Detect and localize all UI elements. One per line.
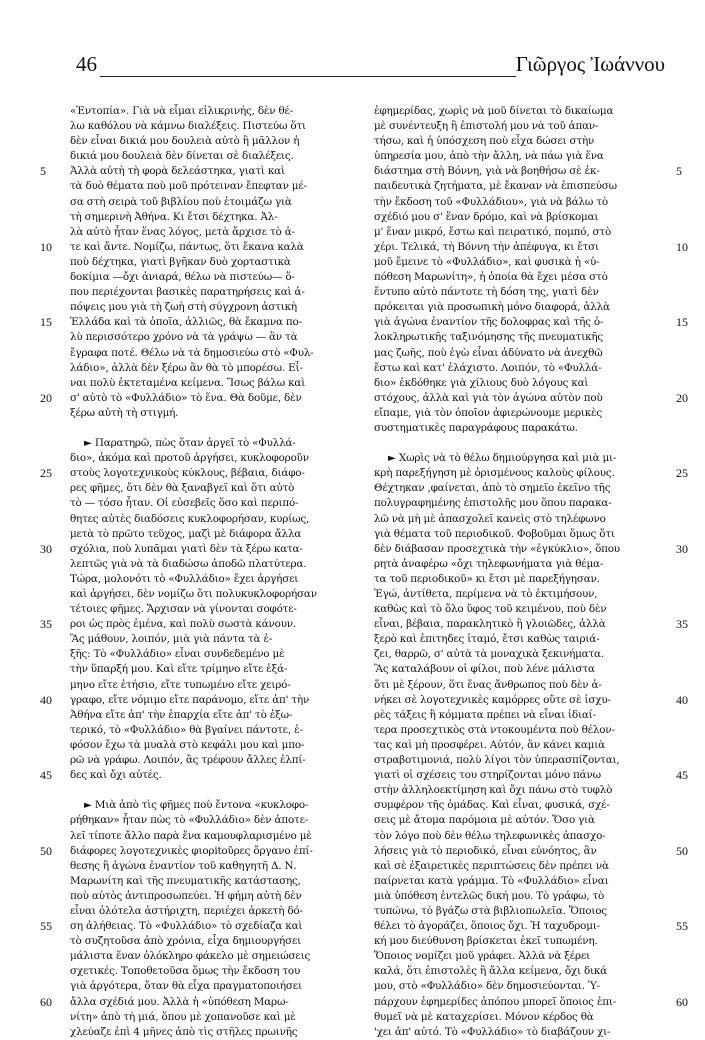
text-line: λεπτῶς γιὰ νὰ τὰ διαδώσω ἀποδῶ πλατύτερα.: [70, 557, 307, 570]
line-number-right: 15: [676, 315, 688, 330]
text-line: ρες φῆμες, ὅτι δὲν θὰ ξαναβγεῖ καὶ ὅτι αὐτὸ: [70, 482, 295, 495]
text-line: λεῖ τίποτε ἄλλο παρὰ ἕνα καμουφλαρισμένο μὲ: [70, 829, 312, 842]
text-line: καὶ ἀργήσει, δὲν νομίζω ὅτι πολυκυκλοφορήσαν: [70, 588, 317, 600]
text-line: ρητὰ ἀναφέρω «ὄχι τηλεφωνήματα γιὰ θέμα-: [374, 557, 604, 570]
text-line: νίτη» ἀπὸ τὴ μιά, ὅπου μὲ χοπανοῦσε καὶ μὲ: [70, 1010, 296, 1023]
text-line: τερα προσεχτικὸς στὰ ντοκουμέντα ποὺ θέλον-: [374, 723, 615, 736]
text-line: κρὴ παρεξήγηση μὲ ὁρισμένους καλοὺς φίλους.: [374, 467, 615, 480]
text-line: παίρνεται κατὰ γράμμα. Τὸ «Φυλλάδιο» εἶναι: [374, 874, 609, 887]
text-line: ὅτι μὲ ξέρουν, ὅτι ἕνας ἄνθρωπος ποὺ δὲν ἀ-: [374, 678, 602, 691]
text-line: τὸ — τόσο ἦταν. Οἱ εὐσεβεῖς ὅσο καὶ περιπό-: [70, 497, 299, 510]
text-line: νήκει σὲ λογοτεχνικὲς καμόρρες οὔτε σὲ ἰσχυ-: [374, 693, 611, 706]
text-line: δὲν διάβασαν προσεχτικὰ τὴν «ἐγκύκλιο», ὅπου: [374, 542, 620, 555]
line-number-left: 60: [40, 994, 52, 1009]
text-line: στοὺς λογοτεχνικοὺς κύκλους, βέβαια, διάφο-: [70, 467, 305, 480]
text-line: «Ἐντοπία». Γιὰ νὰ εἶμαι εἰλικρινής, δὲν θέ-: [70, 105, 294, 117]
text-line: Ἀθήνα εἴτε ἀπ' τὴν ἐπαρχία εἴτε ἀπ' τὸ ἐξω-: [70, 708, 293, 721]
text-line: ποὺ αὐτὸς ἀντιπροσωπεύει. Ἡ φήμη αὐτὴ δὲν: [70, 889, 302, 902]
text-line: Ἑλλάδα καὶ τὰ ὁποῖα, ἀλλιῶς, θὰ ἔκαμνα πο-: [70, 316, 302, 329]
line-number-left: 45: [40, 768, 52, 783]
text-line: Ὅποιος νομίζει μοῦ γράφει. Ἀλλὰ νὰ ξέρει: [374, 950, 590, 963]
text-line: καὶ σὲ ἐξαιρετικὲς περιπτώσεις δὲν πρέπει νὰ: [374, 859, 609, 872]
text-line: συστηματικὲς παραγράφους παρακάτω.: [374, 421, 578, 434]
line-number-right: 5: [676, 164, 682, 179]
text-line: μιὰ ὑπόθεση ἐντελῶς δική μου. Τὸ γράφω, τὸ: [374, 889, 605, 902]
text-line: Ἀλλὰ αὐτὴ τὴ φορὰ δελεάστηκα, γιατὶ καὶ: [70, 165, 285, 178]
line-number-right: 25: [676, 466, 688, 481]
text-line: διο», ἀκόμα καὶ προτοῦ ἀργήσει, κυκλοφοροῦν: [70, 452, 309, 465]
text-line: στόχους, ἀλλὰ καὶ γιὰ τὸν ἀγώνα αὐτὸν ποὺ: [374, 391, 603, 404]
text-line: στραβοτιμονιά, πολὺ λίγοι τὸν ὑπερασπίζονται,: [374, 754, 620, 767]
text-line: συμφέρον τῆς ὁμάδας. Καὶ εἶναι, φυσικά, σχέ-: [374, 799, 610, 812]
text-line: μου, στὸ «Φυλλάδιο» δὲν δημοσιεύονται. Ὑ-: [374, 980, 600, 993]
text-line: γιὰ θέματα τοῦ περιοδικοῦ. Φοβοῦμαι ὅμως ὅτι: [374, 527, 615, 540]
text-line: ροι ὡς πρὸς ἐμένα, καὶ πολὺ σωστὰ κάνουν.: [70, 618, 297, 631]
text-line: [374, 436, 668, 451]
text-line: εἴπαμε, γιὰ τὸν ὁποῖον ἀφιερώνουμε μερικὲς: [374, 406, 603, 419]
line-number-right: 35: [676, 617, 688, 632]
text-line: πρόκειται γιὰ προσωπικὴ μόνο διαφορά, ἀλλὰ: [374, 301, 610, 314]
text-line: λω καθόλου νὰ κάμνω διαλέξεις. Πιστεύω ὅτι: [70, 120, 306, 133]
text-line: 'χει ἀπ' αὐτό. Τὸ «Φυλλάδιο» τὸ διαβάζουν χι-: [374, 1025, 611, 1038]
text-line: Θέχτηκαν ,φαίνεται, ἀπὸ τὸ σημεῖο ἐκεῖνο τῆς: [374, 482, 611, 495]
text-line: δικιά μου δουλειὰ δὲν δίνεται σὲ διαλέξεις.: [70, 150, 294, 163]
text-line: Ἂς καταλάβουν οἱ φίλοι, ποὺ λένε μάλιστα: [374, 663, 595, 676]
text-line: ► Χωρὶς νὰ τὸ θέλω δημιούργησα καὶ μιὰ μι-: [388, 452, 617, 465]
text-line: λὰ αὐτὸ ἦταν ἕνας λόγος, μετὰ ἄρχισε τὸ ἀ-: [70, 225, 295, 238]
text-line: πόψεις μου γιὰ τὴ ζωὴ στὴ σύγχρονη ἀστικὴ: [70, 301, 297, 314]
text-line: τήσω, καὶ ἡ ὑπόσχεση ποὺ εἶχα δώσει στὴν: [374, 135, 595, 148]
text-line: ὑπηρεσία μου, ἀπὸ τὴν ἄλλη, νὰ πάω γιὰ ἕνα: [374, 150, 604, 163]
text-line: διο» ἐκδόθηκε γιὰ χίλιους δυὸ λόγους καὶ: [374, 376, 589, 389]
running-head: Γιῶργος Ἰωάννου: [515, 52, 665, 76]
line-number-right: 40: [676, 692, 688, 707]
text-line: ναι πολὺ ἐκτεταμένα κείμενα. Ἴσως βάλω καὶ: [70, 376, 306, 389]
text-line: παιδευτικὰ ζητήματα, μὲ ἔκαναν νὰ ἐπισπεύσω: [374, 180, 617, 193]
text-line: καθὼς καὶ τὸ ὅλο ὕφος τοῦ κειμένου, ποὺ δὲν: [374, 603, 607, 616]
text-line: εἶναι ὁλότελα ἀστήριχτη, περιέχει ἀρκετὴ δό-: [70, 904, 303, 917]
text-line: σα στὴ σειρὰ τοῦ βιβλίου ποὺ ἑτοιμάζω γιὰ: [70, 195, 292, 208]
line-number-left: 5: [40, 164, 46, 179]
text-line: τὸ συζητοῦσα ἀπὸ χρόνια, εἶχα δημιουργήσει: [70, 935, 302, 948]
text-line: μηνο εἴτε ἐτήσιο, εἴτε τυπωμένο εἴτε χειρό-: [70, 678, 291, 691]
text-line: χέρι. Τελικά, τὴ Βόννη τὴν ἀπέφυγα, κι ἔτσι: [374, 240, 599, 253]
text-line: τυπώνω, τὸ βγάζω στὰ βιβλιοπωλεῖα. Ὅποιος: [374, 904, 607, 917]
text-line: μετὰ τὸ πρῶτο τεῦχος, μαζὶ μὲ διάφορα ἄλλα: [70, 527, 302, 540]
text-line: στὴν ἀλληλοεκτίμηση καὶ ὄχι πάνω στὸ τυφλὸ: [374, 784, 613, 797]
text-line: κή μου διεύθυνση βρίσκεται ἐκεῖ τυπωμένη.: [374, 935, 598, 948]
text-line: δοκίμια —ὄχι ἀνιαρά, θέλω νὰ πιστεύω— ὅ-: [70, 271, 295, 284]
text-line: φόσον ἔχω τὰ μυαλὰ στὸ κεφάλι μου καὶ μπο-: [70, 738, 305, 751]
text-line: θητες αὐτὲς διαδόσεις κυκλοφορήσαν, κυρίως,: [70, 512, 310, 525]
text-line: θυμεῖ νὰ μὲ καταχερίσει. Μόνον κέρδος θὰ: [374, 1010, 594, 1023]
text-line: εἶναι, βέβαια, παρακλητικὸ ἢ γλοιῶδες, ἀλλὰ: [374, 618, 606, 631]
text-line: ρήθηκαν» ἦταν πὼς τὸ «Φυλλάδιο» δὲν ἀποτε-: [70, 814, 309, 827]
text-line: γιὰ ἀργότερα, ὅταν θὰ εἶχα πραγματοποιήσει: [70, 980, 302, 993]
line-number-right: 55: [676, 919, 688, 934]
text-line: γιὰ ἀγώνα ἐναντίον τῆς δολοφρας καὶ τῆς ὁ-: [374, 316, 604, 329]
text-line: ἄλλα σχέδιά μου. Ἀλλὰ ἡ «ὑπόθεση Μαρω-: [70, 995, 289, 1008]
line-number-left: 25: [40, 466, 52, 481]
text-line: λὺ περισσότερο χρόνο νὰ τὰ γράψω — ἂν τὰ: [70, 331, 298, 344]
left-column: [70, 104, 364, 1040]
text-line: τέτοιες φῆμες. Ἄρχισαν νὰ γίνονται σοφότε-: [70, 603, 297, 616]
text-line: διάστημα στὴ Βόννη, γιὰ νὰ βοηθήσω σὲ ἐκ-: [374, 165, 600, 178]
text-line: ξερὸ καὶ ἐπιτηδες ἰταμό, ἔτσι καθὼς ταιριά-: [374, 633, 600, 646]
right-column: [374, 104, 668, 1040]
line-number-right: 60: [676, 994, 688, 1009]
text-line: καλά, ὅτι ἐπιστολὲς ἢ ἄλλα κείμενα, ὄχι δικά: [374, 965, 607, 978]
text-line: τε καὶ ἄντε. Νομίζω, πάντως, ὅτι ἔκανα καλὰ: [70, 240, 304, 253]
text-line: ἔστω καὶ κατ' ἐλάχιστο. Λοιπόν, τὸ «Φυλλά-: [374, 361, 602, 374]
text-line: ἔγραφα ποτέ. Θέλω νὰ τὰ δημοσιεύω στὸ «Φυλ-: [70, 346, 314, 359]
text-line: που περιέχονται βασικὲς παρατηρήσεις καὶ ἀ-: [70, 286, 305, 299]
text-line: τερικό, τὸ «Φυλλάδιο» θὰ βγαίνει πάντοτε, ἐ-: [70, 723, 303, 736]
text-line: σχετικές. Τοποθετοῦσα ὅμως τὴν ἔκδοση του: [70, 965, 301, 978]
text-line: τας καὶ μὴ προσφέρει. Αὐτόν, ἂν κάνει καμιὰ: [374, 738, 605, 751]
text-line: ► Παρατηρῶ, πὼς ὅταν ἀργεῖ τὸ «Φυλλά-: [84, 437, 296, 450]
text-line: τὴν ἔκδοση τοῦ «Φυλλάδιου», γιὰ νὰ βάλω τὸ: [374, 195, 608, 208]
text-line: σεις μὲ ἄτομα παρόμοια μὲ αὐτόν. Ὅσο γιὰ: [374, 814, 595, 827]
text-line: τὴ σημερινὴ Ἀθήνα. Κι ἔτσι δέχτηκα. Ἀλ-: [70, 210, 278, 223]
line-number-left: 15: [40, 315, 52, 330]
text-line: ξέρω αὐτὴ τὴ στιγμή.: [70, 406, 179, 419]
text-line: μας ζωῆς, ποὺ ἐγὼ εἶναι ἀδύνατο νὰ ἀνεχθῶ: [374, 346, 603, 359]
text-line: σχέδιό μου σ' ἕναν δρόμο, καὶ νὰ βρίσκομαι: [374, 210, 599, 223]
text-line: γιατὶ οἱ σχέσεις του στηρίζονται μόνο πάνω: [374, 769, 601, 782]
header-rule: [100, 76, 516, 77]
line-number-left: 50: [40, 843, 52, 858]
text-line: μὲ συνέντευξη ἢ ἐπιστολή μου νὰ τοῦ ἀπαν-: [374, 120, 599, 133]
text-line: Τώρα, μολονότι τὸ «Φυλλάδιο» ἔχει ἀργήσει: [70, 572, 299, 585]
line-number-right: 45: [676, 768, 688, 783]
text-line: ρῶ νὰ γράφω. Λοιπόν, ἂς τρέφουν ἄλλες ἐλπί-: [70, 754, 306, 767]
text-line: τα τοῦ περιοδικοῦ» κι ἔτσι μὲ παρεξήγησαν.: [374, 572, 600, 585]
text-line: Ἐγώ, ἀντίθετα, περίμενα νὰ τὸ ἐκτιμήσουν,: [374, 588, 598, 600]
text-line: τὰ δυὸ θέματα ποὺ μοῦ πρότειναν ἔπεφταν μέ-: [70, 180, 307, 193]
text-line: μ' ἕναν μικρό, ἔστω καὶ πειρατικό, πομπό, στὸ: [374, 225, 612, 238]
text-line: γραφο, εἴτε νόμιμο εἴτε παράνομο, εἴτε ἀπ' τὴν: [70, 693, 310, 706]
text-line: ἐφημερίδας, χωρὶς νὰ μοῦ δίνεται τὸ δικαίωμα: [374, 105, 614, 117]
text-line: χλεύαζε ἐπὶ 4 μῆνες ἀπὸ τὶς στῆλες πρωινῆς: [70, 1025, 298, 1038]
text-line: λοκληρωτικῆς ταξινόμησης τῆς πνευματικῆς: [374, 331, 604, 344]
line-number-left: 30: [40, 541, 52, 556]
text-line: ► Μιὰ ἀπὸ τὶς φῆμες ποὺ ἔντονα «κυκλοφο-: [84, 799, 309, 812]
text-line: [70, 421, 364, 436]
text-line: ρὲς τάξεις ἢ κόμματα πρέπει νὰ εἶναι ἰδιαί-: [374, 708, 596, 721]
line-number-left: 55: [40, 919, 52, 934]
text-line: διάφορες λογοτεχνικὲς φιορitοῦρες ὄργανο ἐπί-: [70, 844, 313, 857]
text-line: τὸν λόγο ποὺ δὲν θέλω τηλεφωνικὲς ἀπασχο-: [374, 829, 606, 842]
text-line: δὲν εἶναι δικιά μου δουλειὰ αὐτὸ ἢ μᾶλλον ἡ: [70, 135, 300, 148]
line-number-left: 20: [40, 390, 52, 405]
line-number-left: 10: [40, 239, 52, 254]
line-number-right: 10: [676, 239, 688, 254]
line-number-left: 40: [40, 692, 52, 707]
text-line: ποὺ δέχτηκα, γιατὶ βγῆκαν δυὸ χορταστικὰ: [70, 255, 291, 268]
text-line: πόθεση Μαρωνίτη», ἡ ὁποία θὰ ἔχει μέσα στὸ: [374, 271, 608, 284]
text-line: θέλει τὸ ἀγοράζει, ὅποιος ὄχι. Ἡ ταχυδρομι-: [374, 920, 600, 933]
text-line: λάδιο», ἀλλὰ δὲν ξέρω ἂν θὰ τὸ μπορέσω. Εἶ-: [70, 361, 303, 374]
text-line: λήσεις γιὰ τὸ περιοδικό, εἶναι εὐνόητος, ἂν: [374, 844, 597, 857]
page-number: 46: [76, 52, 97, 76]
text-line: λῶ νὰ μὴ μὲ ἀπασχολεῖ κανεὶς στὸ τηλέφωνο: [374, 512, 606, 525]
text-line: μάλιστα ἕναν ὁλόκληρο φάκελο μὲ σημειώσεις: [70, 950, 311, 963]
text-line: ζει, θαρρῶ, σ' αὐτὰ τὰ μοναχικὰ ξεκινήματα.: [374, 648, 604, 661]
text-line: δες καὶ ὄχι αὐτές.: [70, 769, 162, 782]
text-line: πάρχουν ἐφημερίδες ἀπόπου μπορεῖ ὅποιος ἐπι-: [374, 995, 617, 1008]
text-line: σχόλια, ποὺ λυπᾶμαι γιατὶ δὲν τὰ ξέρω κατα-: [70, 542, 303, 555]
text-line: [70, 783, 364, 798]
line-number-left: 35: [40, 617, 52, 632]
text-line: Μαρωνίτη καὶ τῆς πνευματικῆς κατάστασης,: [70, 874, 301, 887]
text-line: σ' αὐτὸ τὸ «Φυλλάδιο» τὸ ἕνα. Θὰ δοῦμε, δὲν: [70, 391, 302, 404]
text-line: ση ἀλήθειας. Τὸ «Φυλλάδιο» τὸ σχεδίαζα καὶ: [70, 920, 303, 933]
text-line: πολυγραφημένης ἐπιστολῆς μου ὅπου παρακα-: [374, 497, 612, 510]
line-number-right: 30: [676, 541, 688, 556]
line-number-right: 50: [676, 843, 688, 858]
text-line: ἔντυπο αὐτὸ πάντοτε τὴ δόση της, γιατὶ δὲν: [374, 286, 599, 299]
text-line: ξῆς: Τὸ «Φυλλάδιο» εἶναι συνδεδεμένο μὲ: [70, 648, 285, 661]
text-line: μοῦ ἔμεινε τὸ «Φυλλάδιο», καὶ φυσικὰ ἡ «ὑ-: [374, 255, 600, 268]
text-line: τὴν ὕπαρξή μου. Καὶ εἴτε τρίμηνο εἴτε ἑξά-: [70, 663, 288, 676]
text-line: θεσης ἢ ἀγώνα ἐναντίον τοῦ καθηγητῆ Δ. Ν.: [70, 859, 297, 872]
line-number-right: 20: [676, 390, 688, 405]
text-line: Ἂς μάθουν, λοιπόν, μιὰ γιὰ πάντα τὰ ἑ-: [70, 633, 273, 646]
